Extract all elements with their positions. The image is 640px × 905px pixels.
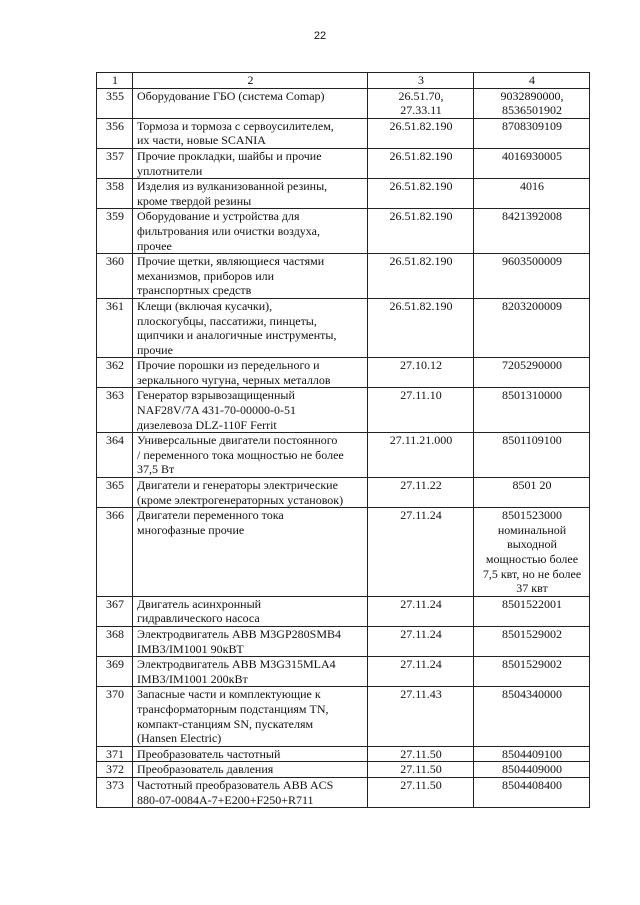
item-name: Прочие прокладки, шайбы и прочие уплотнители xyxy=(133,148,368,178)
tnved-code: 8501523000 номинальной выходной мощностью более 7,5 квт, но не более 37 квт xyxy=(474,508,590,597)
tnved-code: 9603500009 xyxy=(474,254,590,299)
row-number: 358 xyxy=(97,179,133,209)
table-row xyxy=(97,508,590,597)
okpd-code: 26.51.82.190 xyxy=(368,209,474,254)
item-name: Клещи (включая кусачки), плоскогубцы, пассатижи, пинцеты, щипчики и аналогичные инструменты, прочие xyxy=(133,298,368,357)
tnved-code: 8504409100 xyxy=(474,746,590,762)
item-name: Двигатели и генераторы электрические (кроме электрогенераторных установок) xyxy=(133,478,368,508)
row-number: 364 xyxy=(97,433,133,478)
item-name: Электродвигатель ABB M3G315MLA4 IMB3/IM1001 200кВт xyxy=(133,657,368,687)
tnved-code: 7205290000 xyxy=(474,358,590,388)
row-number: 370 xyxy=(97,687,133,746)
row-number: 362 xyxy=(97,358,133,388)
table-row xyxy=(97,687,590,746)
row-number: 355 xyxy=(97,88,133,118)
okpd-code: 26.51.70, 27.33.11 xyxy=(368,88,474,118)
row-number: 372 xyxy=(97,762,133,778)
tnved-code: 8501529002 xyxy=(474,657,590,687)
row-number: 357 xyxy=(97,148,133,178)
table-row xyxy=(97,478,590,508)
item-name: Универсальные двигатели постоянного / переменного тока мощностью не более 37,5 Вт xyxy=(133,433,368,478)
row-number: 366 xyxy=(97,508,133,597)
okpd-code: 27.11.21.000 xyxy=(368,433,474,478)
table-header-row xyxy=(97,73,590,89)
item-name: Преобразователь давления xyxy=(133,762,368,778)
item-name: Изделия из вулканизованной резины, кроме твердой резины xyxy=(133,179,368,209)
item-name: Тормоза и тормоза с сервоусилителем, их части, новые SCANIA xyxy=(133,118,368,148)
okpd-code: 27.11.43 xyxy=(368,687,474,746)
tnved-code: 9032890000, 8536501902 xyxy=(474,88,590,118)
table-row xyxy=(97,657,590,687)
header-cell-1: 1 xyxy=(97,73,133,89)
table-row xyxy=(97,388,590,433)
tnved-code: 8421392008 xyxy=(474,209,590,254)
item-name: Частотный преобразователь ABB ACS 880-07-0084A-7+E200+F250+R711 xyxy=(133,777,368,807)
okpd-code: 27.11.24 xyxy=(368,596,474,626)
table-row xyxy=(97,298,590,357)
okpd-code: 27.11.22 xyxy=(368,478,474,508)
table-row xyxy=(97,358,590,388)
item-name: Двигатели переменного тока многофазные прочие xyxy=(133,508,368,597)
okpd-code: 27.11.10 xyxy=(368,388,474,433)
okpd-code: 27.11.24 xyxy=(368,657,474,687)
row-number: 365 xyxy=(97,478,133,508)
table-row xyxy=(97,433,590,478)
item-name: Оборудование ГБО (система Comap) xyxy=(133,88,368,118)
row-number: 369 xyxy=(97,657,133,687)
row-number: 363 xyxy=(97,388,133,433)
okpd-code: 27.10.12 xyxy=(368,358,474,388)
row-number: 361 xyxy=(97,298,133,357)
item-name: Преобразователь частотный xyxy=(133,746,368,762)
item-name: Запасные части и комплектующие к трансформаторным подстанциям TN, компакт-станциям SN, пускателям (Hansen Electric) xyxy=(133,687,368,746)
okpd-code: 27.11.50 xyxy=(368,762,474,778)
goods-table xyxy=(96,72,590,808)
item-name: Электродвигатель ABB M3GP280SMB4 IMB3/IM1001 90кВТ xyxy=(133,626,368,656)
page-number: 22 xyxy=(313,30,327,42)
tnved-code: 8501522001 xyxy=(474,596,590,626)
okpd-code: 27.11.24 xyxy=(368,626,474,656)
tnved-code: 4016930005 xyxy=(474,148,590,178)
okpd-code: 26.51.82.190 xyxy=(368,148,474,178)
tnved-code: 8501 20 xyxy=(474,478,590,508)
item-name: Прочие порошки из передельного и зеркального чугуна, черных металлов xyxy=(133,358,368,388)
table-row xyxy=(97,148,590,178)
row-number: 373 xyxy=(97,777,133,807)
row-number: 359 xyxy=(97,209,133,254)
tnved-code: 8504408400 xyxy=(474,777,590,807)
table-row xyxy=(97,596,590,626)
table-row xyxy=(97,179,590,209)
tnved-code: 8504409000 xyxy=(474,762,590,778)
okpd-code: 27.11.50 xyxy=(368,746,474,762)
okpd-code: 26.51.82.190 xyxy=(368,298,474,357)
table-row xyxy=(97,746,590,762)
item-name: Двигатель асинхронный гидравлического насоса xyxy=(133,596,368,626)
row-number: 371 xyxy=(97,746,133,762)
row-number: 368 xyxy=(97,626,133,656)
row-number: 356 xyxy=(97,118,133,148)
table-row xyxy=(97,88,590,118)
table-row xyxy=(97,254,590,299)
tnved-code: 8501529002 xyxy=(474,626,590,656)
tnved-code: 8501310000 xyxy=(474,388,590,433)
tnved-code: 8501109100 xyxy=(474,433,590,478)
header-cell-3: 3 xyxy=(368,73,474,89)
okpd-code: 26.51.82.190 xyxy=(368,118,474,148)
row-number: 367 xyxy=(97,596,133,626)
table-row xyxy=(97,118,590,148)
okpd-code: 27.11.50 xyxy=(368,777,474,807)
table-row xyxy=(97,209,590,254)
tnved-code: 8203200009 xyxy=(474,298,590,357)
okpd-code: 26.51.82.190 xyxy=(368,179,474,209)
header-cell-4: 4 xyxy=(474,73,590,89)
item-name: Прочие щетки, являющиеся частями механизмов, приборов или транспортных средств xyxy=(133,254,368,299)
tnved-code: 8708309109 xyxy=(474,118,590,148)
tnved-code: 4016 xyxy=(474,179,590,209)
table-row xyxy=(97,626,590,656)
okpd-code: 26.51.82.190 xyxy=(368,254,474,299)
table-row xyxy=(97,777,590,807)
row-number: 360 xyxy=(97,254,133,299)
header-cell-2: 2 xyxy=(133,73,368,89)
table-row xyxy=(97,762,590,778)
tnved-code: 8504340000 xyxy=(474,687,590,746)
item-name: Оборудование и устройства для фильтрования или очистки воздуха, прочее xyxy=(133,209,368,254)
okpd-code: 27.11.24 xyxy=(368,508,474,597)
item-name: Генератор взрывозащищенный NAF28V/7A 431-70-00000-0-51 дизелевоза DLZ-110F Ferrit xyxy=(133,388,368,433)
